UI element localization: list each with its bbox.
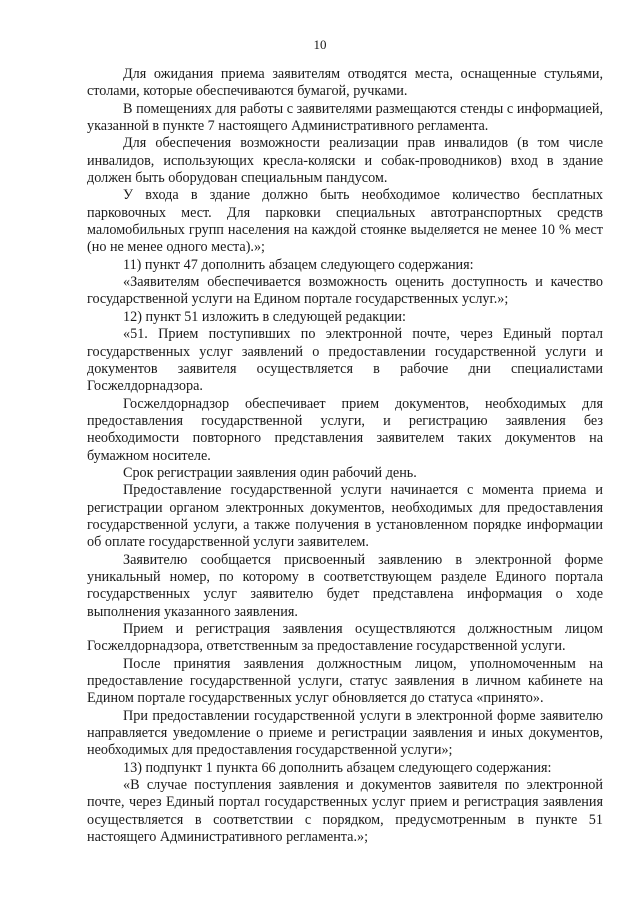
paragraph-status-update: После принятия заявления должностным лицом, уполномоченным на предоставление государственной услуги, статус заявления в личном кабинете на Едином портале государственных услуг обновляется до статуса «принято». <box>87 655 603 707</box>
document-body <box>87 66 603 846</box>
paragraph-clause-51: «51. Прием поступивших по электронной почте, через Единый портал государственных услуг заявлений о предоставлении государственной услуги и документов заявителя осуществляется в рабочие дни специалистами Госжелдорнадзора. <box>87 326 603 395</box>
paragraph-notification: При предоставлении государственной услуги в электронной форме заявителю направляется уведомление о приеме и регистрации заявления и иных документов, необходимых для предоставления государственной услуги»; <box>87 707 603 759</box>
paragraph-quality-assessment: «Заявителям обеспечивается возможность оценить доступность и качество государственной услуги на Едином портале государственных услуг.»; <box>87 274 603 308</box>
paragraph-info-stands: В помещениях для работы с заявителями размещаются стенды с информацией, указанной в пункте 7 настоящего Административного регламента. <box>87 100 603 135</box>
paragraph-unique-number: Заявителю сообщается присвоенный заявлению в электронной форме уникальный номер, по которому в соответствующем разделе Единого портала государственных услуг заявителю будет представлена информация о ходе выполнения указанного заявления. <box>87 551 603 620</box>
paragraph-registration-term: Срок регистрации заявления один рабочий день. <box>123 464 417 481</box>
paragraph-disabled-access: Для обеспечения возможности реализации прав инвалидов (в том числе инвалидов, использующих кресла-коляски и собак-проводников) вход в здание должен быть оборудован специальным пандусом. <box>87 135 603 187</box>
paragraph-item-11: 11) пункт 47 дополнить абзацем следующего содержания: <box>123 256 474 273</box>
paragraph-electronic-receipt: «В случае поступления заявления и документов заявителя по электронной почте, через Единый портал государственных услуг прием и регистрация заявления осуществляется в соответствии с порядком, предусмотренным в пункте 51 настоящего Административного регламента.»; <box>87 777 603 846</box>
paragraph-parking: У входа в здание должно быть необходимое количество бесплатных парковочных мест. Для парковки специальных автотранспортных средств маломобильных групп населения на каждой стоянке выделяется не менее 10 % мест (но не менее одного места).»; <box>87 187 603 256</box>
paragraph-responsible-official: Прием и регистрация заявления осуществляются должностным лицом Госжелдорнадзора, ответственным за предоставление государственной услуги. <box>87 621 603 655</box>
paragraph-service-start: Предоставление государственной услуги начинается с момента приема и регистрации органом электронных документов, необходимых для предоставления государственной услуги, а также получения в установленном порядке информации об оплате государственной услуги заявителем. <box>87 482 603 551</box>
paragraph-document-acceptance: Госжелдорнадзор обеспечивает прием документов, необходимых для предоставления государственной услуги, и регистрацию заявления без необходимости повторного представления заявителем таких документов на бумажном носителе. <box>87 395 603 464</box>
paragraph-waiting-area: Для ожидания приема заявителям отводятся места, оснащенные стульями, столами, которые обеспечиваются бумагой, ручками. <box>87 66 603 100</box>
paragraph-item-13: 13) подпункт 1 пункта 66 дополнить абзацем следующего содержания: <box>123 759 552 776</box>
paragraph-item-12: 12) пункт 51 изложить в следующей редакции: <box>123 308 406 325</box>
page-number: 10 <box>313 37 327 52</box>
